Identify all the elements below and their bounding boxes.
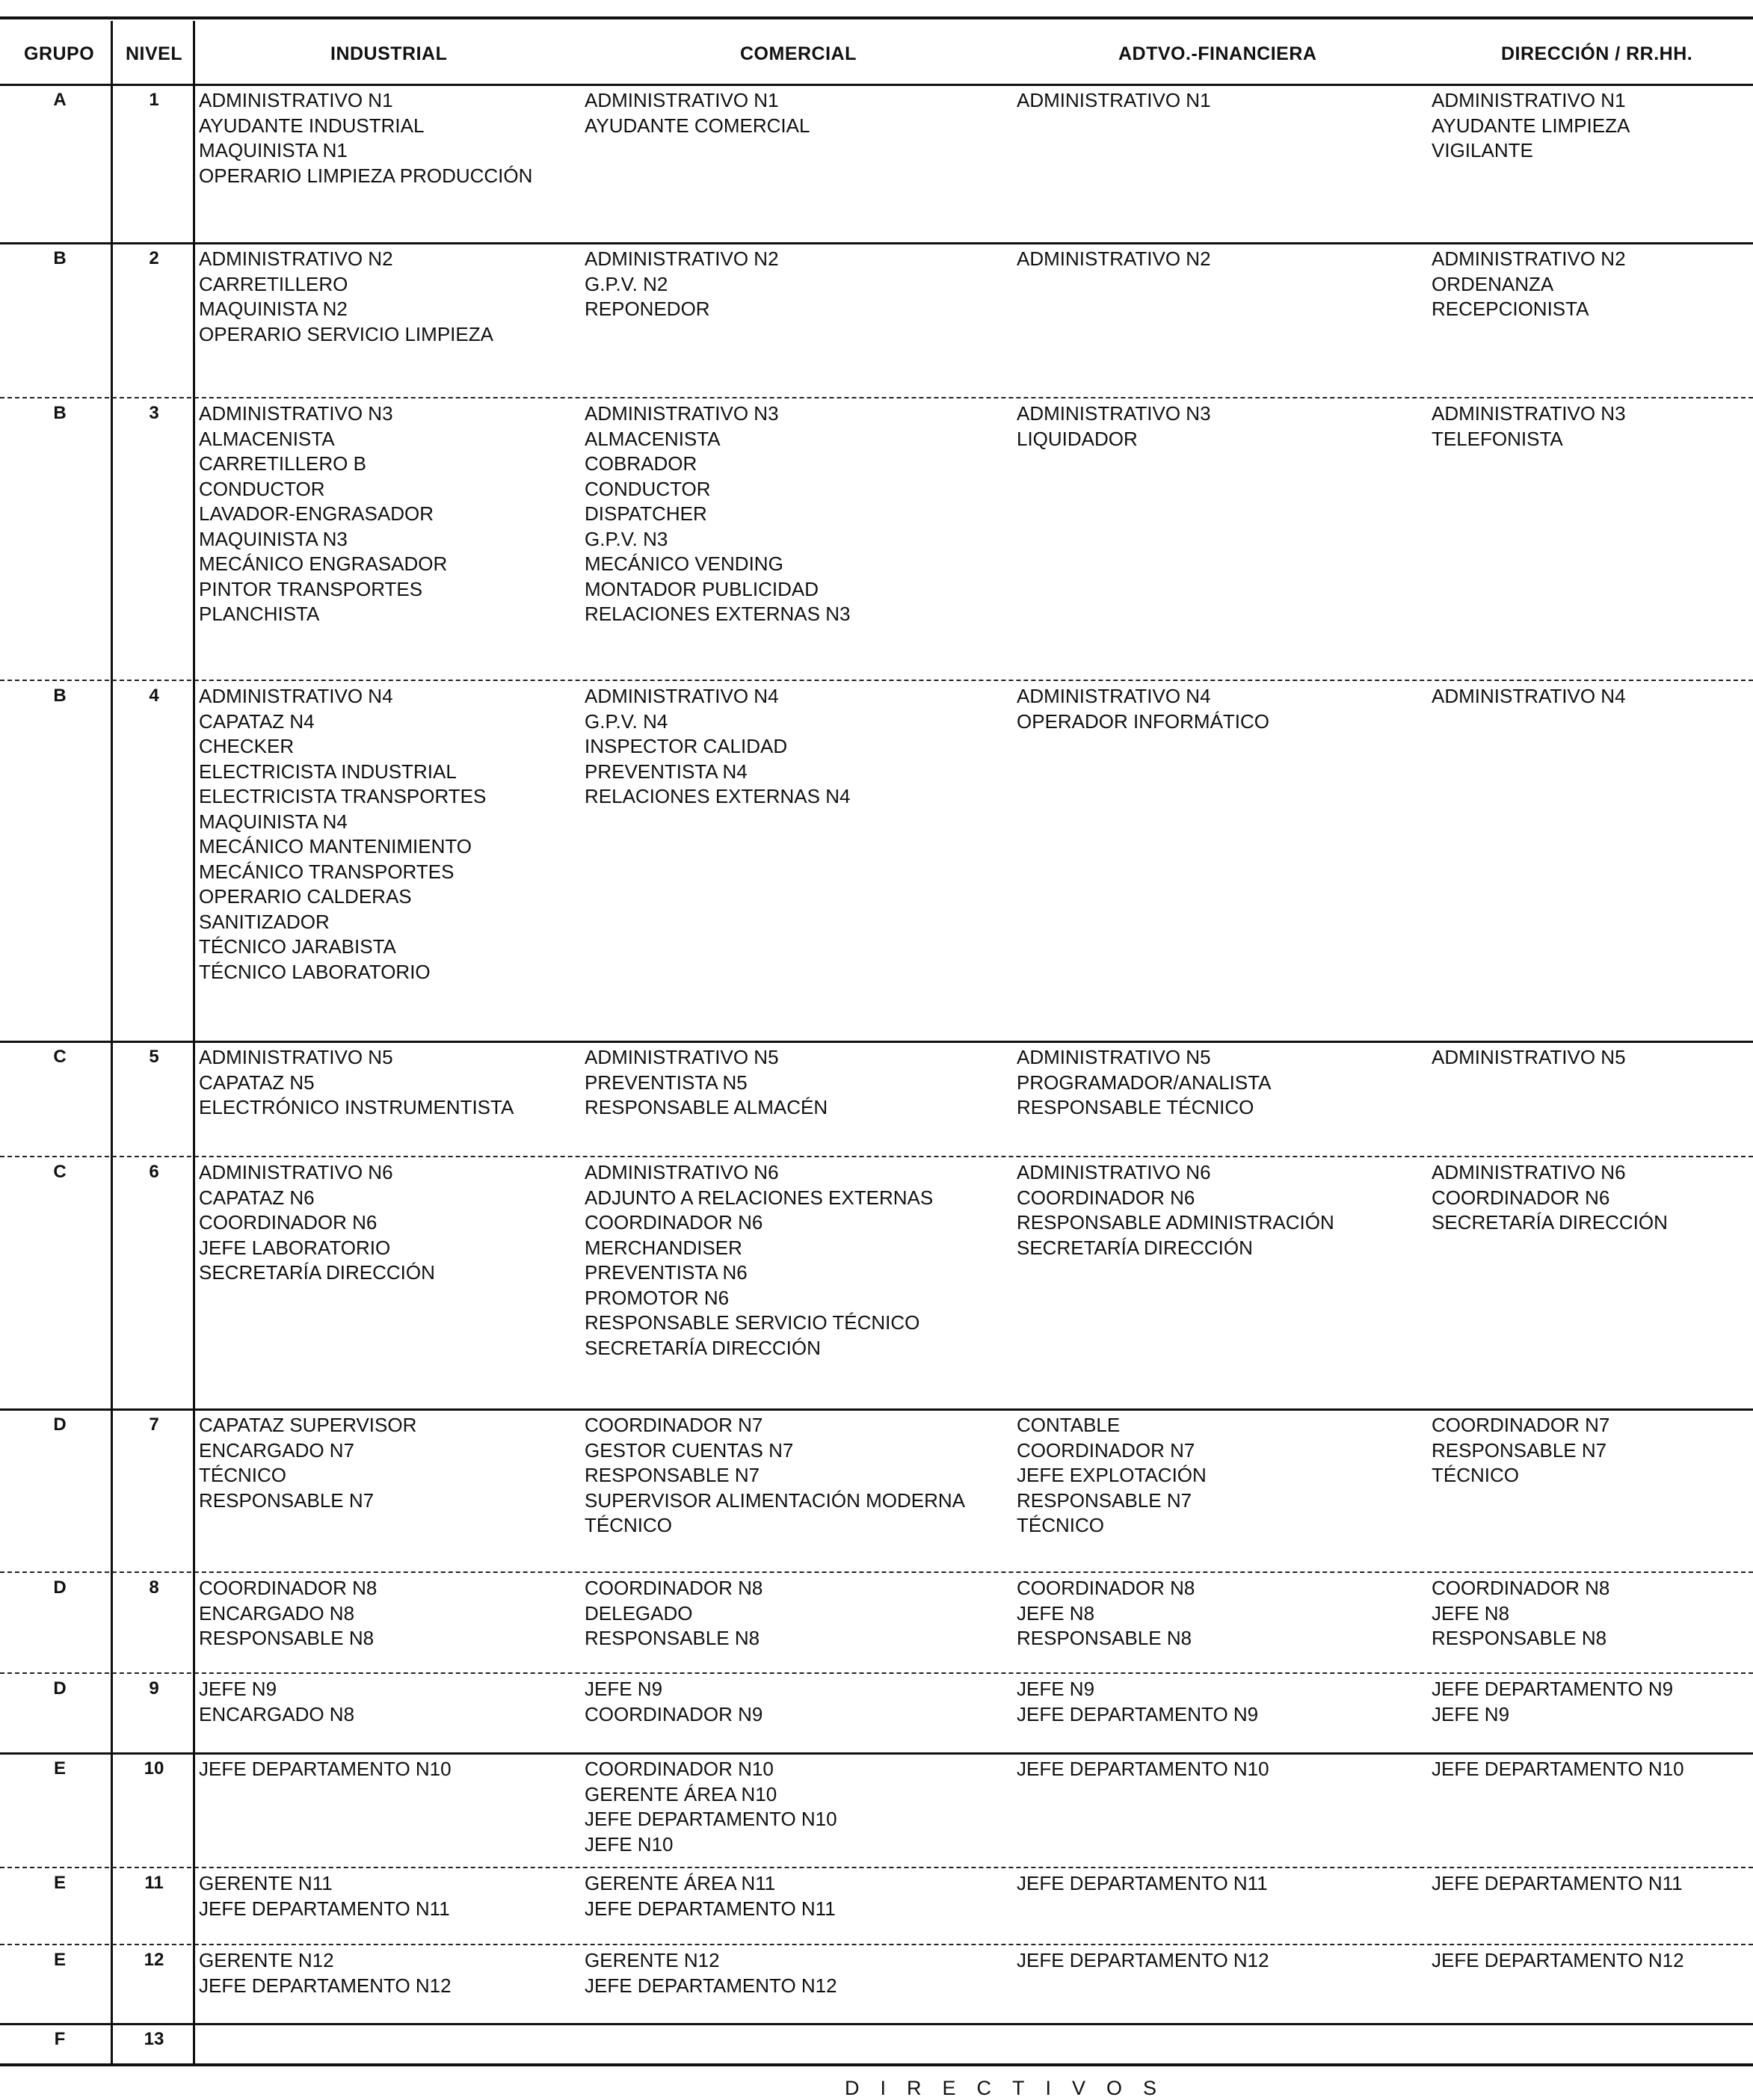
job-title: ADMINISTRATIVO N3: [1432, 402, 1626, 425]
grupo-code: B: [53, 248, 67, 268]
job-title: RESPONSABLE N8: [585, 1627, 760, 1649]
job-title: SANITIZADOR: [199, 910, 330, 933]
job-title: RESPONSABLE ALMACÉN: [585, 1096, 828, 1118]
job-title: MAQUINISTA N2: [199, 298, 348, 320]
job-title: G.P.V. N4: [585, 709, 668, 733]
table-bottom-border: [0, 2063, 1753, 2066]
job-title: COORDINADOR N8: [1017, 1577, 1195, 1599]
cell-adtvo: [1017, 247, 1211, 272]
job-title: ADMINISTRATIVO N6: [1432, 1161, 1626, 1183]
nivel-number: 11: [144, 1873, 164, 1893]
nivel-number: 1: [149, 90, 159, 110]
job-title: JEFE DEPARTAMENTO N10: [1432, 1758, 1684, 1780]
cell-direccion: [1432, 1045, 1626, 1071]
nivel-number: 13: [144, 2029, 164, 2049]
job-title: ADMINISTRATIVO N3: [199, 402, 393, 425]
job-title: AYUDANTE LIMPIEZA: [1432, 114, 1630, 137]
cell-adtvo: [1017, 401, 1211, 452]
cell-comercial: [585, 1757, 837, 1857]
job-title: GERENTE N12: [585, 1949, 720, 1971]
job-title: JEFE N9: [199, 1678, 277, 1700]
nivel-number: 9: [149, 1678, 159, 1699]
cell-industrial: [199, 1045, 514, 1121]
cell-adtvo: [1017, 1948, 1269, 1974]
header-adtvo-financiera: ADTVO.-FINANCIERA: [1118, 43, 1317, 64]
job-title: TELEFONISTA: [1432, 427, 1563, 450]
job-title: RELACIONES EXTERNAS N4: [585, 785, 851, 807]
job-title: RESPONSABLE N7: [1017, 1488, 1192, 1512]
job-title: RESPONSABLE SERVICIO TÉCNICO: [585, 1311, 920, 1334]
cell-direccion: [1432, 401, 1626, 452]
job-title: JEFE DEPARTAMENTO N10: [199, 1758, 452, 1780]
job-title: COORDINADOR N6: [1017, 1186, 1195, 1209]
cell-adtvo: [1017, 1160, 1334, 1260]
job-title: OPERARIO SERVICIO LIMPIEZA: [199, 322, 493, 345]
cell-industrial: [199, 1413, 416, 1513]
cell-industrial: [199, 88, 532, 188]
cell-adtvo: [1017, 1045, 1271, 1121]
cell-direccion: [1432, 1160, 1668, 1236]
job-title: OPERARIO CALDERAS: [199, 885, 412, 908]
nivel-number: 10: [144, 1758, 164, 1779]
job-title: GERENTE N12: [199, 1949, 334, 1971]
cell-comercial: [585, 1045, 828, 1121]
job-title: ADMINISTRATIVO N6: [1017, 1161, 1211, 1183]
header-nivel: NIVEL: [126, 43, 183, 64]
job-title: ADMINISTRATIVO N6: [585, 1161, 779, 1183]
row-separator: [0, 680, 1753, 681]
job-title: COORDINADOR N7: [585, 1414, 763, 1436]
row-separator: [0, 1944, 1753, 1945]
job-title: DISPATCHER: [585, 502, 707, 525]
job-title: ALMACENISTA: [199, 427, 335, 450]
job-title: JEFE N8: [1432, 1601, 1510, 1625]
row-separator: [0, 1867, 1753, 1868]
nivel-number: 7: [149, 1414, 159, 1435]
job-title: CAPATAZ N4: [199, 709, 315, 733]
job-title: ADMINISTRATIVO N4: [199, 685, 393, 707]
job-title: ADMINISTRATIVO N1: [199, 89, 393, 111]
cell-direccion: [1432, 1757, 1684, 1782]
cell-comercial: [585, 88, 810, 138]
cell-comercial: [585, 1677, 762, 1727]
cell-direccion: [1432, 1576, 1609, 1651]
job-title: ADMINISTRATIVO N3: [1017, 402, 1211, 425]
job-title: JEFE N10: [585, 1832, 674, 1856]
job-title: JEFE N8: [1017, 1601, 1095, 1625]
job-title: MAQUINISTA N3: [199, 527, 348, 550]
job-title: COORDINADOR N10: [585, 1758, 774, 1780]
cell-direccion: [1432, 684, 1626, 709]
job-title: CARRETILLERO B: [199, 452, 366, 475]
job-title: G.P.V. N2: [585, 272, 668, 295]
job-title: MECÁNICO VENDING: [585, 552, 783, 575]
cell-industrial: [199, 1757, 452, 1782]
job-title: SECRETARÍA DIRECCIÓN: [1017, 1236, 1253, 1259]
job-title: PREVENTISTA N6: [585, 1261, 748, 1284]
nivel-number: 3: [149, 403, 159, 423]
cell-direccion: [1432, 1871, 1683, 1897]
grupo-code: E: [53, 1758, 66, 1779]
nivel-number: 2: [149, 248, 159, 268]
job-title: CONDUCTOR: [585, 477, 711, 500]
job-title: ENCARGADO N8: [199, 1601, 355, 1625]
job-title: GERENTE ÁREA N10: [585, 1782, 777, 1805]
job-title: SECRETARÍA DIRECCIÓN: [199, 1261, 435, 1284]
job-title: JEFE DEPARTAMENTO N9: [1432, 1678, 1674, 1700]
job-title: JEFE DEPARTAMENTO N10: [585, 1808, 837, 1830]
job-title: PINTOR TRANSPORTES: [199, 577, 423, 600]
job-title: ENCARGADO N7: [199, 1438, 355, 1462]
job-title: COBRADOR: [585, 452, 697, 475]
job-title: GESTOR CUENTAS N7: [585, 1438, 794, 1462]
job-title: ADMINISTRATIVO N5: [199, 1046, 393, 1068]
job-title: JEFE DEPARTAMENTO N9: [1017, 1702, 1259, 1725]
cell-comercial: [585, 401, 850, 627]
job-title: ADMINISTRATIVO N1: [585, 89, 779, 111]
job-title: DELEGADO: [585, 1601, 693, 1625]
job-title: ADMINISTRATIVO N5: [1432, 1046, 1626, 1068]
job-title: JEFE DEPARTAMENTO N11: [1017, 1872, 1268, 1894]
job-title: TÉCNICO LABORATORIO: [199, 960, 431, 983]
job-title: CARRETILLERO: [199, 272, 348, 295]
cell-comercial: [585, 1160, 933, 1361]
job-title: ADMINISTRATIVO N4: [1432, 685, 1626, 707]
job-title: MAQUINISTA N4: [199, 810, 348, 833]
job-title: ELECTRICISTA TRANSPORTES: [199, 785, 487, 807]
cell-direccion: [1432, 247, 1626, 322]
job-title: COORDINADOR N8: [199, 1577, 378, 1599]
job-title: JEFE DEPARTAMENTO N10: [1017, 1758, 1269, 1780]
job-title: MERCHANDISER: [585, 1236, 742, 1259]
job-title: CAPATAZ N5: [199, 1071, 315, 1094]
cell-direccion: [1432, 1677, 1673, 1727]
job-title: GERENTE N11: [199, 1872, 333, 1894]
job-title: ELECTRICISTA INDUSTRIAL: [199, 760, 457, 783]
job-title: MAQUINISTA N1: [199, 139, 348, 161]
job-title: LIQUIDADOR: [1017, 427, 1138, 450]
grupo-code: F: [54, 2029, 66, 2049]
header-industrial: INDUSTRIAL: [330, 43, 448, 64]
job-title: JEFE DEPARTAMENTO N11: [1432, 1872, 1683, 1894]
job-title: MONTADOR PUBLICIDAD: [585, 577, 819, 600]
cell-industrial: [199, 1871, 450, 1921]
job-title: TÉCNICO: [199, 1464, 286, 1486]
job-title: TÉCNICO: [1432, 1464, 1519, 1486]
job-title: CAPATAZ SUPERVISOR: [199, 1414, 417, 1436]
job-title: ADMINISTRATIVO N5: [585, 1046, 779, 1068]
job-title: PREVENTISTA N4: [585, 760, 748, 783]
job-title: RESPONSABLE ADMINISTRACIÓN: [1017, 1211, 1334, 1234]
job-title: AYUDANTE INDUSTRIAL: [199, 114, 425, 137]
cell-industrial: [199, 1948, 452, 1998]
job-title: PROGRAMADOR/ANALISTA: [1017, 1071, 1272, 1094]
cell-industrial: [199, 1677, 354, 1727]
nivel-number: 5: [149, 1047, 159, 1067]
job-title: COORDINADOR N7: [1432, 1414, 1610, 1436]
row-separator: [0, 1672, 1753, 1674]
job-title: JEFE DEPARTAMENTO N12: [199, 1974, 452, 1997]
row-separator: [0, 397, 1753, 398]
job-title: GERENTE ÁREA N11: [585, 1872, 776, 1894]
job-title: REPONEDOR: [585, 298, 710, 320]
cell-comercial: [585, 1871, 836, 1921]
cell-adtvo: [1017, 684, 1269, 734]
job-title: RESPONSABLE N7: [1432, 1438, 1607, 1462]
job-title: CAPATAZ N6: [199, 1186, 315, 1209]
job-title: OPERARIO LIMPIEZA PRODUCCIÓN: [199, 164, 533, 187]
grupo-code: D: [53, 1577, 67, 1598]
grupo-code: E: [53, 1873, 66, 1893]
row-separator: [0, 84, 1753, 86]
cell-comercial: [585, 1576, 762, 1651]
cell-direccion: [1432, 88, 1630, 164]
cell-industrial: [199, 247, 493, 347]
job-title: ADMINISTRATIVO N4: [1017, 685, 1211, 707]
job-title: RESPONSABLE N8: [1432, 1627, 1607, 1649]
header-comercial: COMERCIAL: [740, 43, 857, 64]
job-title: RESPONSABLE N7: [585, 1464, 760, 1486]
row-separator: [0, 1408, 1753, 1411]
cell-comercial: [585, 1413, 965, 1539]
header-grupo: GRUPO: [24, 43, 95, 64]
nivel-number: 12: [144, 1950, 164, 1970]
row-separator: [0, 1752, 1753, 1755]
job-title: ADMINISTRATIVO N4: [585, 685, 779, 707]
cell-adtvo: [1017, 1871, 1268, 1897]
job-title: ADMINISTRATIVO N2: [1017, 247, 1211, 270]
cell-adtvo: [1017, 1413, 1207, 1539]
job-title: ADMINISTRATIVO N2: [1432, 247, 1626, 270]
job-title: CONTABLE: [1017, 1414, 1121, 1436]
job-title: RESPONSABLE N7: [199, 1488, 375, 1512]
job-title: ADMINISTRATIVO N5: [1017, 1046, 1211, 1068]
row-separator: [0, 2023, 1753, 2025]
grupo-code: A: [53, 90, 67, 110]
job-title: ADMINISTRATIVO N6: [199, 1161, 393, 1183]
job-title: PROMOTOR N6: [585, 1286, 730, 1309]
column-divider-nivel: [193, 21, 195, 2066]
cell-comercial: [585, 1948, 837, 1998]
job-title: JEFE LABORATORIO: [199, 1236, 391, 1259]
job-title: COORDINADOR N6: [199, 1211, 378, 1234]
job-title: RECEPCIONISTA: [1432, 298, 1589, 320]
job-title: ORDENANZA: [1432, 272, 1554, 295]
job-title: VIGILANTE: [1432, 139, 1533, 161]
row-separator: [0, 1156, 1753, 1157]
cell-direccion: [1432, 1413, 1609, 1488]
cell-comercial: [585, 684, 850, 810]
job-title: OPERADOR INFORMÁTICO: [1017, 709, 1270, 733]
job-title: RESPONSABLE N8: [1017, 1627, 1192, 1649]
row-separator: [0, 1041, 1753, 1043]
job-title: TÉCNICO JARABISTA: [199, 935, 396, 958]
job-title: JEFE DEPARTAMENTO N11: [199, 1897, 450, 1920]
job-title: CONDUCTOR: [199, 477, 325, 500]
grupo-code: B: [53, 686, 67, 706]
job-title: ADJUNTO A RELACIONES EXTERNAS: [585, 1186, 934, 1209]
cell-industrial: [199, 1160, 435, 1286]
header-direccion-rrhh: DIRECCIÓN / RR.HH.: [1501, 43, 1693, 64]
job-title: ADMINISTRATIVO N1: [1017, 89, 1211, 111]
grupo-code: B: [53, 403, 67, 423]
job-title: ADMINISTRATIVO N3: [585, 402, 779, 425]
cell-industrial: [199, 684, 486, 985]
job-title: COORDINADOR N6: [585, 1211, 763, 1234]
job-title: TÉCNICO: [585, 1514, 672, 1536]
nivel-number: 4: [149, 686, 159, 706]
grupo-code: D: [53, 1414, 67, 1435]
job-title: ADMINISTRATIVO N2: [199, 247, 393, 270]
job-title: JEFE DEPARTAMENTO N12: [1017, 1949, 1269, 1971]
job-title: TÉCNICO: [1017, 1514, 1104, 1536]
row-separator: [0, 242, 1753, 244]
job-title: AYUDANTE COMERCIAL: [585, 114, 810, 137]
job-title: JEFE N9: [1017, 1678, 1095, 1700]
job-title: PLANCHISTA: [199, 603, 320, 625]
grupo-code: D: [53, 1678, 67, 1699]
job-title: ENCARGADO N8: [199, 1702, 355, 1725]
job-title: JEFE EXPLOTACIÓN: [1017, 1464, 1207, 1486]
job-title: COORDINADOR N7: [1017, 1438, 1195, 1462]
job-title: SECRETARÍA DIRECCIÓN: [1432, 1211, 1668, 1234]
job-title: LAVADOR-ENGRASADOR: [199, 502, 434, 525]
grupo-code: C: [53, 1047, 67, 1067]
job-title: JEFE DEPARTAMENTO N12: [1432, 1949, 1684, 1971]
job-title: ELECTRÓNICO INSTRUMENTISTA: [199, 1096, 514, 1118]
job-title: INSPECTOR CALIDAD: [585, 735, 788, 757]
job-title: SUPERVISOR ALIMENTACIÓN MODERNA: [585, 1488, 966, 1512]
column-divider-grupo: [111, 21, 113, 2066]
job-title: RESPONSABLE N8: [199, 1627, 375, 1649]
job-title: ALMACENISTA: [585, 427, 721, 450]
table-top-border: [0, 16, 1753, 19]
cell-adtvo: [1017, 88, 1211, 114]
cell-comercial: [585, 247, 779, 322]
cell-adtvo: [1017, 1677, 1258, 1727]
job-title: COORDINADOR N9: [585, 1702, 763, 1725]
cell-industrial: [199, 401, 447, 627]
job-title: JEFE DEPARTAMENTO N11: [585, 1897, 836, 1920]
cell-industrial: [199, 1576, 377, 1651]
job-title: MECÁNICO MANTENIMIENTO: [199, 835, 472, 857]
job-title: JEFE DEPARTAMENTO N12: [585, 1974, 837, 1997]
grupo-code: C: [53, 1162, 67, 1182]
job-title: JEFE N9: [1432, 1702, 1510, 1725]
job-title: ADMINISTRATIVO N1: [1432, 89, 1626, 111]
job-title: COORDINADOR N8: [585, 1577, 763, 1599]
job-title: SECRETARÍA DIRECCIÓN: [585, 1336, 821, 1359]
job-title: PREVENTISTA N5: [585, 1071, 748, 1094]
nivel-number: 6: [149, 1162, 159, 1182]
job-title: RESPONSABLE TÉCNICO: [1017, 1096, 1254, 1118]
cell-direccion: [1432, 1948, 1684, 1974]
nivel-number: 8: [149, 1577, 159, 1598]
row-separator: [0, 1571, 1753, 1573]
job-title: COORDINADOR N6: [1432, 1186, 1610, 1209]
job-title: CHECKER: [199, 735, 295, 757]
cell-adtvo: [1017, 1757, 1269, 1782]
directivos-label: DIRECTIVOS: [845, 2077, 1178, 2099]
job-title: RELACIONES EXTERNAS N3: [585, 603, 851, 625]
cell-adtvo: [1017, 1576, 1195, 1651]
job-title: ADMINISTRATIVO N2: [585, 247, 779, 270]
job-title: COORDINADOR N8: [1432, 1577, 1610, 1599]
job-title: G.P.V. N3: [585, 527, 668, 550]
job-title: JEFE N9: [585, 1678, 663, 1700]
job-title: MECÁNICO TRANSPORTES: [199, 860, 455, 883]
grupo-code: E: [53, 1950, 66, 1970]
job-title: MECÁNICO ENGRASADOR: [199, 552, 448, 575]
